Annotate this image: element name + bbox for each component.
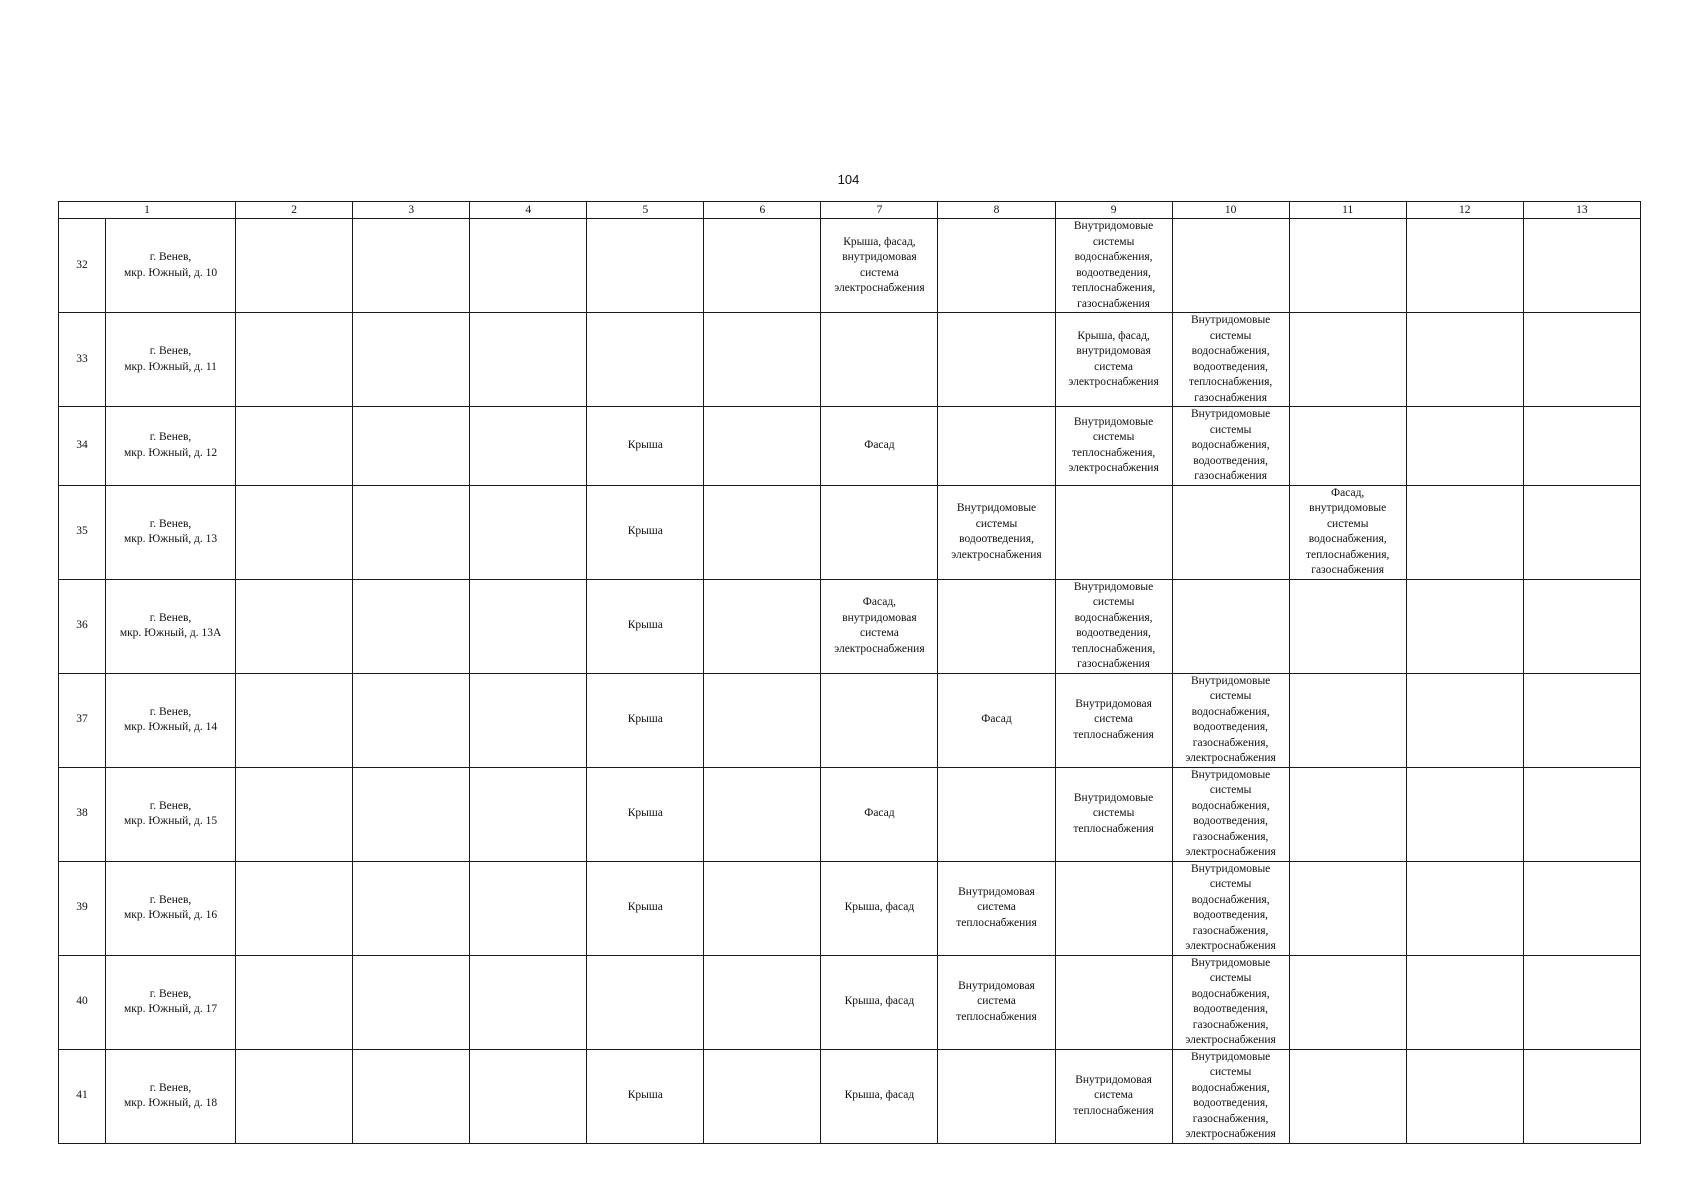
table-cell: [1172, 485, 1289, 579]
table-cell: [353, 485, 470, 579]
table-cell: Крыша, фасад, внутридомовая система электроснабжения: [821, 219, 938, 313]
table-cell: [1523, 861, 1640, 955]
table-cell: [236, 579, 353, 673]
table-cell: [236, 955, 353, 1049]
table-cell: [470, 673, 587, 767]
address-cell: г. Венев, мкр. Южный, д. 13: [106, 485, 236, 579]
row-number: 33: [59, 313, 106, 407]
row-number: 37: [59, 673, 106, 767]
table-cell: [587, 955, 704, 1049]
table-cell: [353, 767, 470, 861]
table-cell: Внутридомовая система теплоснабжения: [1055, 1049, 1172, 1143]
table-row: [59, 955, 1641, 1049]
table-cell: [938, 767, 1055, 861]
address-cell: г. Венев, мкр. Южный, д. 14: [106, 673, 236, 767]
row-number: 36: [59, 579, 106, 673]
table-cell: Крыша: [587, 1049, 704, 1143]
table-cell: Крыша: [587, 861, 704, 955]
table-cell: [1406, 219, 1523, 313]
table-cell: [1523, 407, 1640, 486]
address-cell: г. Венев, мкр. Южный, д. 15: [106, 767, 236, 861]
table-cell: [704, 407, 821, 486]
table-cell: [1289, 955, 1406, 1049]
repair-schedule-table: [58, 201, 1641, 1144]
table-cell: Крыша: [587, 767, 704, 861]
column-header: 2: [236, 202, 353, 219]
table-row: [59, 673, 1641, 767]
table-cell: Крыша: [587, 485, 704, 579]
table-cell: [1406, 673, 1523, 767]
column-header: 10: [1172, 202, 1289, 219]
table-cell: [1406, 767, 1523, 861]
row-number: 39: [59, 861, 106, 955]
table-cell: [1289, 407, 1406, 486]
table-cell: [938, 407, 1055, 486]
column-header: 1: [59, 202, 236, 219]
table-row: [59, 313, 1641, 407]
table-row: [59, 767, 1641, 861]
table-cell: Внутридомовые системы водоснабжения, водоотведения, газоснабжения, электроснабжения: [1172, 1049, 1289, 1143]
table-cell: [1523, 313, 1640, 407]
table-cell: Крыша, фасад: [821, 1049, 938, 1143]
table-cell: [1406, 955, 1523, 1049]
row-number: 38: [59, 767, 106, 861]
table-row: [59, 579, 1641, 673]
table-cell: [938, 1049, 1055, 1143]
table-cell: [1289, 861, 1406, 955]
table-cell: [353, 861, 470, 955]
table-cell: Внутридомовые системы теплоснабжения: [1055, 767, 1172, 861]
table-cell: [587, 219, 704, 313]
table-cell: [1523, 219, 1640, 313]
table-cell: [938, 219, 1055, 313]
table-cell: [353, 579, 470, 673]
table-cell: [821, 485, 938, 579]
table-cell: [1289, 767, 1406, 861]
address-cell: г. Венев, мкр. Южный, д. 13А: [106, 579, 236, 673]
table-cell: Фасад: [938, 673, 1055, 767]
table-cell: [1172, 219, 1289, 313]
table-cell: [1289, 313, 1406, 407]
address-cell: г. Венев, мкр. Южный, д. 16: [106, 861, 236, 955]
table-cell: [1289, 1049, 1406, 1143]
table-cell: [470, 579, 587, 673]
table-cell: [236, 673, 353, 767]
table-cell: Внутридомовые системы водоснабжения, водоотведения, теплоснабжения, газоснабжения: [1055, 579, 1172, 673]
table-row: [59, 407, 1641, 486]
table-cell: [587, 313, 704, 407]
table-cell: [236, 861, 353, 955]
table-row: [59, 219, 1641, 313]
table-cell: [1289, 673, 1406, 767]
table-cell: [1523, 1049, 1640, 1143]
column-header: 3: [353, 202, 470, 219]
table-cell: Внутридомовые системы водоснабжения, водоотведения, газоснабжения, электроснабжения: [1172, 861, 1289, 955]
table-cell: Внутридомовые системы водоснабжения, водоотведения, газоснабжения, электроснабжения: [1172, 955, 1289, 1049]
table-cell: [470, 861, 587, 955]
table-cell: Крыша, фасад: [821, 861, 938, 955]
table-row: [59, 861, 1641, 955]
address-cell: г. Венев, мкр. Южный, д. 12: [106, 407, 236, 486]
column-header: 11: [1289, 202, 1406, 219]
table-cell: [353, 219, 470, 313]
table-cell: Внутридомовые системы теплоснабжения, электроснабжения: [1055, 407, 1172, 486]
table-cell: [704, 579, 821, 673]
table-cell: Фасад: [821, 407, 938, 486]
address-cell: г. Венев, мкр. Южный, д. 11: [106, 313, 236, 407]
table-cell: [1406, 313, 1523, 407]
table-cell: [704, 861, 821, 955]
column-header: 8: [938, 202, 1055, 219]
column-header: 13: [1523, 202, 1640, 219]
table-cell: [1523, 579, 1640, 673]
table-cell: Внутридомовые системы водоснабжения, водоотведения, газоснабжения, электроснабжения: [1172, 767, 1289, 861]
table-cell: Внутридомовая система теплоснабжения: [1055, 673, 1172, 767]
table-cell: [353, 313, 470, 407]
table-row: [59, 1049, 1641, 1143]
table-cell: [1406, 407, 1523, 486]
table-cell: [1055, 955, 1172, 1049]
table-cell: [1406, 485, 1523, 579]
table-cell: Внутридомовые системы водоснабжения, водоотведения, теплоснабжения, газоснабжения: [1055, 219, 1172, 313]
table-cell: [236, 767, 353, 861]
table-cell: [1172, 579, 1289, 673]
column-header: 9: [1055, 202, 1172, 219]
column-header: 6: [704, 202, 821, 219]
table-cell: [470, 407, 587, 486]
table-cell: Крыша, фасад: [821, 955, 938, 1049]
table-cell: [353, 407, 470, 486]
table-cell: [1523, 767, 1640, 861]
table-cell: Крыша: [587, 579, 704, 673]
table-cell: [470, 767, 587, 861]
table-cell: Крыша: [587, 673, 704, 767]
table-cell: [704, 673, 821, 767]
table-cell: Крыша: [587, 407, 704, 486]
table-cell: Крыша, фасад, внутридомовая система электроснабжения: [1055, 313, 1172, 407]
row-number: 32: [59, 219, 106, 313]
table-cell: Внутридомовые системы водоотведения, электроснабжения: [938, 485, 1055, 579]
table-cell: Фасад, внутридомовая система электроснабжения: [821, 579, 938, 673]
table-cell: [704, 955, 821, 1049]
table-cell: [470, 313, 587, 407]
column-header-row: [59, 202, 1641, 219]
table-cell: [704, 313, 821, 407]
page-number: 104: [837, 172, 860, 187]
table-cell: [1055, 861, 1172, 955]
table-cell: [353, 1049, 470, 1143]
row-number: 41: [59, 1049, 106, 1143]
address-cell: г. Венев, мкр. Южный, д. 17: [106, 955, 236, 1049]
table-cell: [470, 1049, 587, 1143]
table-cell: [470, 955, 587, 1049]
table-cell: Фасад: [821, 767, 938, 861]
table-cell: [470, 219, 587, 313]
table-cell: [236, 407, 353, 486]
table-cell: [704, 1049, 821, 1143]
column-header: 5: [587, 202, 704, 219]
table-cell: [1523, 673, 1640, 767]
table-cell: [1523, 485, 1640, 579]
table-cell: [938, 313, 1055, 407]
table-cell: [236, 485, 353, 579]
table-cell: [821, 673, 938, 767]
table-cell: [1523, 955, 1640, 1049]
table-cell: Внутридомовая система теплоснабжения: [938, 955, 1055, 1049]
table-cell: Фасад, внутридомовые системы водоснабжения, теплоснабжения, газоснабжения: [1289, 485, 1406, 579]
table-cell: [1406, 861, 1523, 955]
row-number: 35: [59, 485, 106, 579]
row-number: 40: [59, 955, 106, 1049]
table-cell: Внутридомовые системы водоснабжения, водоотведения, газоснабжения, электроснабжения: [1172, 673, 1289, 767]
table-cell: [1406, 579, 1523, 673]
table-cell: [470, 485, 587, 579]
table-cell: Внутридомовые системы водоснабжения, водоотведения, газоснабжения: [1172, 407, 1289, 486]
address-cell: г. Венев, мкр. Южный, д. 10: [106, 219, 236, 313]
table-cell: Внутридомовые системы водоснабжения, водоотведения, теплоснабжения, газоснабжения: [1172, 313, 1289, 407]
column-header: 7: [821, 202, 938, 219]
table-cell: [938, 579, 1055, 673]
table-cell: [236, 1049, 353, 1143]
column-header: 12: [1406, 202, 1523, 219]
table-cell: [353, 955, 470, 1049]
table-cell: [704, 219, 821, 313]
column-header: 4: [470, 202, 587, 219]
table-cell: [704, 767, 821, 861]
table-cell: [236, 313, 353, 407]
table-cell: [1289, 579, 1406, 673]
table-cell: Внутридомовая система теплоснабжения: [938, 861, 1055, 955]
table-cell: [353, 673, 470, 767]
table-cell: [1055, 485, 1172, 579]
table-cell: [1289, 219, 1406, 313]
table-cell: [236, 219, 353, 313]
table-row: [59, 485, 1641, 579]
table-cell: [821, 313, 938, 407]
table-cell: [1406, 1049, 1523, 1143]
row-number: 34: [59, 407, 106, 486]
address-cell: г. Венев, мкр. Южный, д. 18: [106, 1049, 236, 1143]
table-cell: [704, 485, 821, 579]
